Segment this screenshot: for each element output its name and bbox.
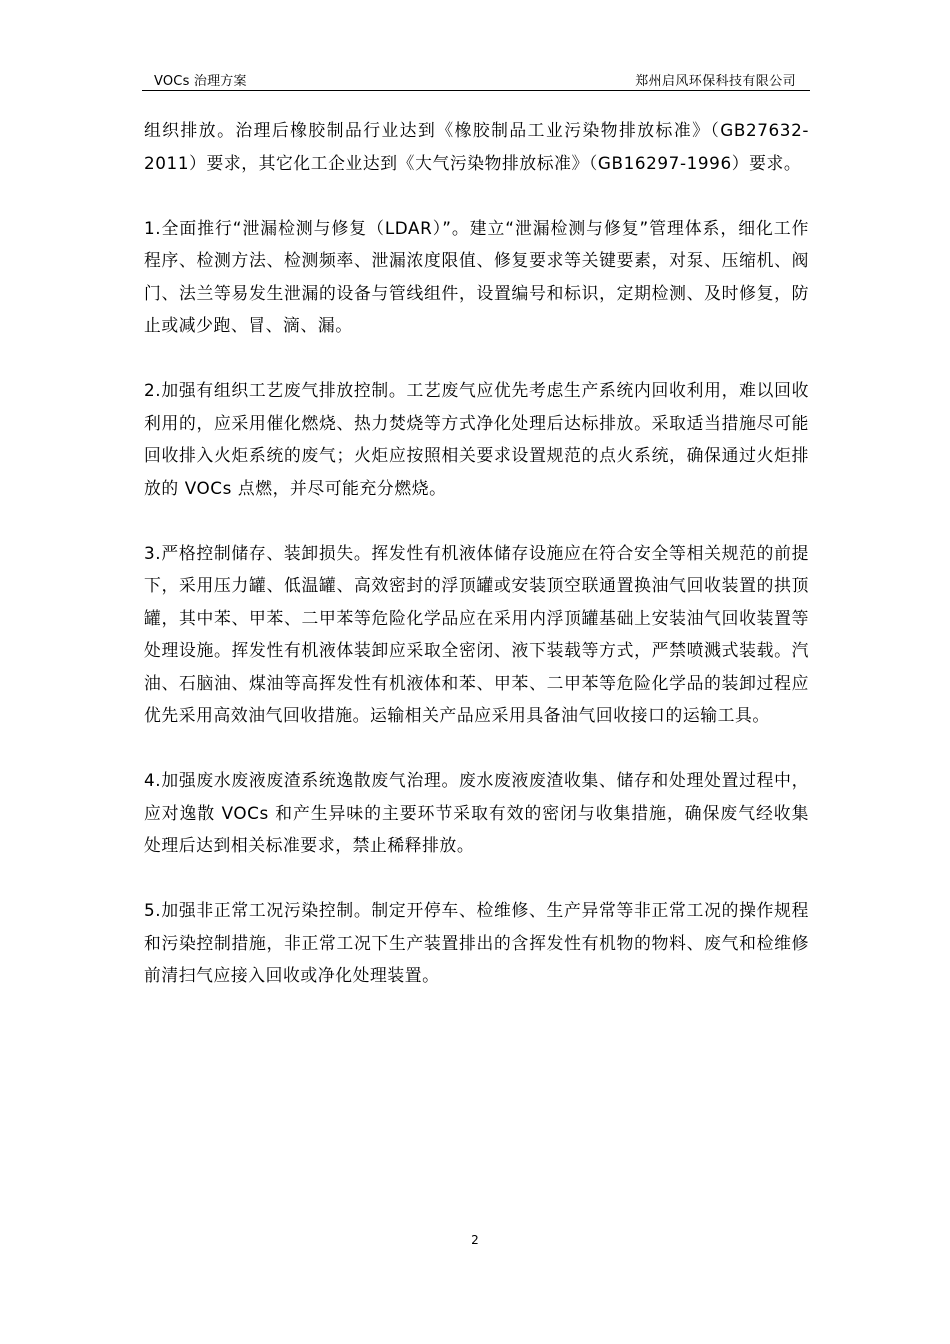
paragraph-item-5-abnormal-conditions: 5.加强非正常工况污染控制。制定开停车、检维修、生产异常等非正常工况的操作规程和污染控制措施，非正常工况下生产装置排出的含挥发性有机物的物料、废气和检维修前清扫气应接入回收或净化处理装置。 xyxy=(144,900,809,985)
paragraph-item-1-ldar: 1.全面推行“泄漏检测与修复（LDAR）”。建立“泄漏检测与修复”管理体系，细化工作程序、检测方法、检测频率、泄漏浓度限值、修复要求等关键要素，对泵、压缩机、阀门、法兰等易发生泄漏的设备与管线组件，设置编号和标识，定期检测、及时修复，防止或减少跑、冒、滴、漏。 xyxy=(144,217,809,335)
document-body xyxy=(144,114,809,992)
header-company-name: 郑州启风环保科技有限公司 xyxy=(635,74,796,89)
paragraph-intro: 组织排放。治理后橡胶制品行业达到《橡胶制品工业污染物排放标准》（GB27632-2011）要求，其它化工企业达到《大气污染物排放标准》（GB16297-1996）要求。 xyxy=(144,120,809,173)
paragraph-item-3-storage-loading: 3.严格控制储存、装卸损失。挥发性有机液体储存设施应在符合安全等相关规范的前提下，采用压力罐、低温罐、高效密封的浮顶罐或安装顶空联通置换油气回收装置的拱顶罐，其中苯、甲苯、二甲苯等危险化学品应在采用内浮顶罐基础上安装油气回收装置等处理设施。挥发性有机液体装卸应采取全密闭、液下装载等方式，严禁喷溅式装载。汽油、石脑油、煤油等高挥发性有机液体和苯、甲苯、二甲苯等危险化学品的装卸过程应优先采用高效油气回收措施。运输相关产品应采用具备油气回收接口的运输工具。 xyxy=(144,542,809,725)
paragraph-item-4-wastewater: 4.加强废水废液废渣系统逸散废气治理。废水废液废渣收集、储存和处理处置过程中，应对逸散 VOCs 和产生异味的主要环节采取有效的密闭与收集措施，确保废气经收集处理后达到相关标准要求，禁止稀释排放。 xyxy=(144,770,809,855)
paragraph-item-2-process-exhaust: 2.加强有组织工艺废气排放控制。工艺废气应优先考虑生产系统内回收利用，难以回收利用的，应采用催化燃烧、热力焚烧等方式净化处理后达标排放。采取适当措施尽可能回收排入火炬系统的废气；火炬应按照相关要求设置规范的点火系统，确保通过火炬排放的 VOCs 点燃，并尽可能充分燃烧。 xyxy=(144,380,809,498)
header-document-title: VOCs 治理方案 xyxy=(154,74,247,89)
page-number: 2 xyxy=(471,1233,479,1247)
page-header xyxy=(142,66,810,91)
